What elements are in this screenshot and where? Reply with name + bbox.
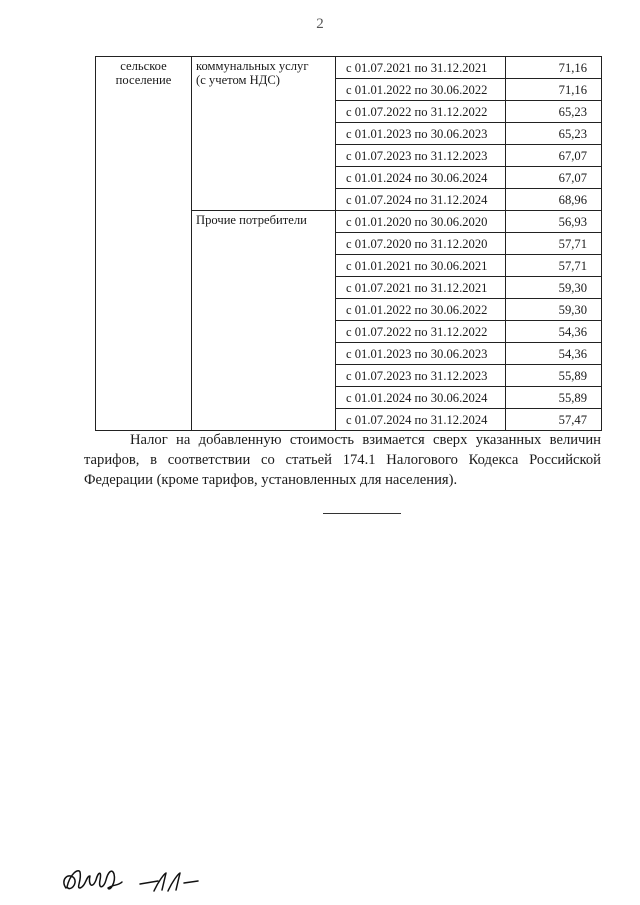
period-cell: с 01.07.2023 по 31.12.2023 — [336, 365, 506, 387]
tariff-value-cell: 65,23 — [506, 101, 602, 123]
tariff-value-cell: 54,36 — [506, 321, 602, 343]
period-cell: с 01.01.2022 по 30.06.2022 — [336, 79, 506, 101]
tariff-value-cell: 55,89 — [506, 387, 602, 409]
page-number: 2 — [316, 16, 324, 32]
tariff-value-cell: 71,16 — [506, 57, 602, 79]
period-cell: с 01.07.2023 по 31.12.2023 — [336, 145, 506, 167]
tariff-value-cell: 68,96 — [506, 189, 602, 211]
period-cell: с 01.01.2022 по 30.06.2022 — [336, 299, 506, 321]
tariff-value-cell: 67,07 — [506, 167, 602, 189]
period-cell: с 01.01.2020 по 30.06.2020 — [336, 211, 506, 233]
category-line: Прочие потребители — [196, 213, 307, 227]
tariff-value-cell: 54,36 — [506, 343, 602, 365]
settlement-cell — [96, 57, 192, 431]
period-cell: с 01.01.2021 по 30.06.2021 — [336, 255, 506, 277]
tariff-value-cell: 59,30 — [506, 277, 602, 299]
category-line: (с учетом НДС) — [196, 73, 280, 87]
settlement-line: поселение — [115, 73, 172, 87]
category-cell-utilities — [192, 57, 336, 211]
tariff-value-cell: 57,47 — [506, 409, 602, 431]
handwritten-signature — [58, 858, 218, 898]
category-line: коммунальных услуг — [196, 59, 309, 73]
period-cell: с 01.07.2020 по 31.12.2020 — [336, 233, 506, 255]
tariff-value-cell: 71,16 — [506, 79, 602, 101]
vat-note: Налог на добавленную стоимость взимается сверх указанных величин тарифов, в соответствии со статьей 174.1 Налогового Кодекса Российской Федерации (кроме тарифов, установленных для населения). — [84, 432, 601, 488]
tariff-value-cell: 59,30 — [506, 299, 602, 321]
table-row — [96, 57, 602, 79]
tariff-value-cell: 56,93 — [506, 211, 602, 233]
period-cell: с 01.07.2024 по 31.12.2024 — [336, 409, 506, 431]
tariff-value-cell: 57,71 — [506, 255, 602, 277]
tariff-value-cell: 55,89 — [506, 365, 602, 387]
tariff-value-cell: 67,07 — [506, 145, 602, 167]
tariff-value-cell: 57,71 — [506, 233, 602, 255]
period-cell: с 01.07.2022 по 31.12.2022 — [336, 321, 506, 343]
period-cell: с 01.07.2021 по 31.12.2021 — [336, 277, 506, 299]
period-cell: с 01.01.2024 по 30.06.2024 — [336, 167, 506, 189]
period-cell: с 01.07.2024 по 31.12.2024 — [336, 189, 506, 211]
period-cell: с 01.07.2022 по 31.12.2022 — [336, 101, 506, 123]
tariff-value-cell: 65,23 — [506, 123, 602, 145]
section-divider — [323, 513, 401, 514]
category-cell-other-consumers — [192, 211, 336, 431]
settlement-line: сельское — [120, 59, 167, 73]
period-cell: с 01.07.2021 по 31.12.2021 — [336, 57, 506, 79]
tariff-table — [95, 56, 602, 431]
period-cell: с 01.01.2023 по 30.06.2023 — [336, 343, 506, 365]
period-cell: с 01.01.2024 по 30.06.2024 — [336, 387, 506, 409]
period-cell: с 01.01.2023 по 30.06.2023 — [336, 123, 506, 145]
